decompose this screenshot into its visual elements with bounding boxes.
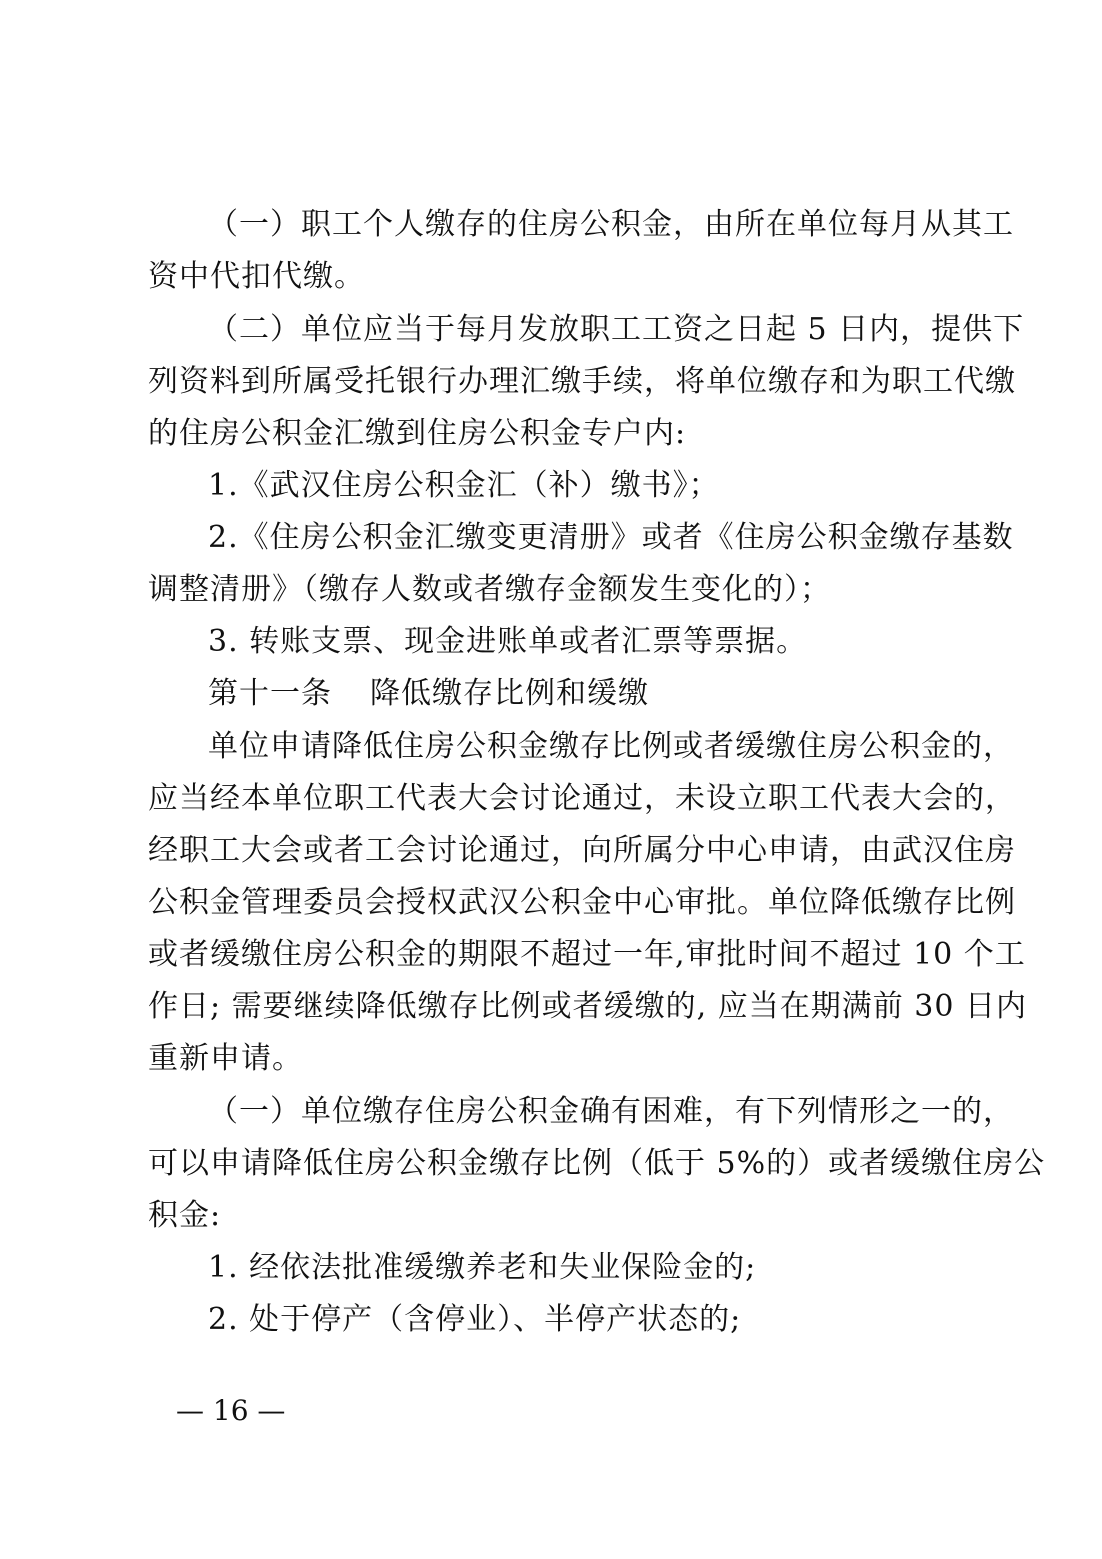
page-number: — 16 — — [176, 1394, 286, 1427]
list-item: 2.《住房公积金汇缴变更清册》或者《住房公积金缴存基数 — [208, 520, 1014, 555]
paragraph-line: 经职工大会或者工会讨论通过，向所属分中心申请，由武汉住房 — [148, 833, 1016, 868]
paragraph-line: 可以申请降低住房公积金缴存比例（低于 5%的）或者缓缴住房公 — [148, 1146, 1046, 1181]
paragraph-line: （一）职工个人缴存的住房公积金，由所在单位每月从其工 — [208, 207, 1014, 242]
paragraph-line: 积金: — [148, 1198, 222, 1233]
paragraph-line: 或者缓缴住房公积金的期限不超过一年,审批时间不超过 10 个工 — [148, 937, 1026, 972]
list-item: 3. 转账支票、现金进账单或者汇票等票据。 — [208, 624, 808, 659]
paragraph-line: 重新申请。 — [148, 1041, 303, 1076]
paragraph-line: （一）单位缴存住房公积金确有困难，有下列情形之一的， — [208, 1094, 1014, 1129]
article-title: 降低缴存比例和缓缴 — [370, 676, 649, 711]
article-heading — [208, 674, 649, 714]
list-item: 1. 经依法批准缓缴养老和失业保险金的; — [208, 1250, 757, 1285]
paragraph-line: 作日; 需要继续降低缴存比例或者缓缴的, 应当在期满前 30 日内 — [148, 989, 1027, 1024]
paragraph-line: 调整清册》（缴存人数或者缴存金额发生变化的）； — [148, 572, 831, 607]
paragraph-line: 列资料到所属受托银行办理汇缴手续，将单位缴存和为职工代缴 — [148, 364, 1016, 399]
list-item: 2. 处于停产（含停业）、半停产状态的; — [208, 1302, 742, 1337]
list-item: 1.《武汉住房公积金汇（补）缴书》； — [208, 468, 720, 503]
paragraph-line: 资中代扣代缴。 — [148, 259, 365, 294]
article-number: 第十一条 — [208, 676, 332, 711]
paragraph-line: 应当经本单位职工代表大会讨论通过，未设立职工代表大会的， — [148, 781, 1016, 816]
paragraph-line: 的住房公积金汇缴到住房公积金专户内: — [148, 416, 687, 451]
paragraph-line: （二）单位应当于每月发放职工工资之日起 5 日内，提供下 — [208, 312, 1025, 347]
paragraph-line: 单位申请降低住房公积金缴存比例或者缓缴住房公积金的， — [208, 729, 1014, 764]
paragraph-line: 公积金管理委员会授权武汉公积金中心审批。单位降低缴存比例 — [148, 885, 1016, 920]
